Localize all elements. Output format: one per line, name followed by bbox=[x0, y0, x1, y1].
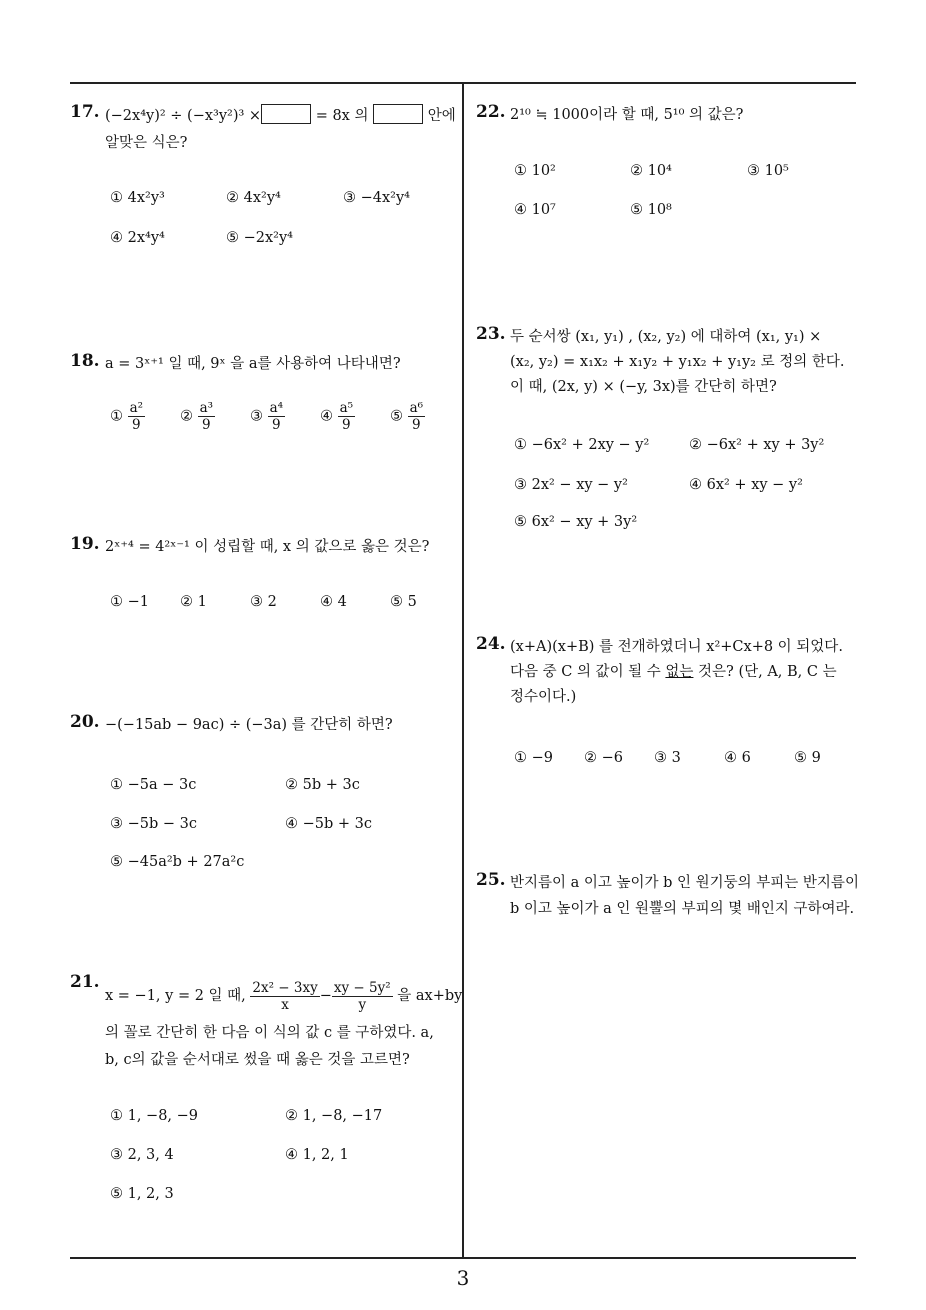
option-4[interactable]: ④ 6x² + xy − y² bbox=[689, 477, 803, 493]
option-4[interactable] bbox=[320, 400, 355, 433]
page-number: 3 bbox=[456, 1266, 470, 1290]
denominator: 9 bbox=[412, 417, 421, 433]
option-1[interactable]: ① −9 bbox=[514, 750, 553, 766]
option-3[interactable] bbox=[250, 400, 285, 433]
numerator: xy − 5y² bbox=[333, 979, 391, 996]
underlined-word: 없는 bbox=[665, 664, 694, 680]
fraction bbox=[198, 400, 215, 433]
option-3[interactable]: ③ −5b − 3c bbox=[110, 816, 197, 832]
question-number: 19. bbox=[70, 534, 100, 554]
question-text-line2: 알맞은 식은? bbox=[105, 135, 188, 151]
option-2[interactable]: ② 1 bbox=[180, 594, 207, 610]
question-number: 23. bbox=[476, 324, 506, 344]
option-5[interactable]: ⑤ 1, 2, 3 bbox=[110, 1186, 174, 1202]
option-4[interactable]: ④ 2x⁴y⁴ bbox=[110, 230, 165, 246]
denominator: x bbox=[281, 996, 289, 1013]
question-text-line2: 의 꼴로 간단히 한 다음 이 식의 값 c 를 구하였다. a, bbox=[105, 1025, 434, 1041]
question-number: 18. bbox=[70, 351, 100, 371]
option-1[interactable]: ① −1 bbox=[110, 594, 149, 610]
option-4[interactable]: ④ 6 bbox=[724, 750, 751, 766]
option-2[interactable]: ② 10⁴ bbox=[630, 163, 672, 179]
option-5[interactable]: ⑤ 10⁸ bbox=[630, 202, 672, 218]
denominator: y bbox=[358, 996, 367, 1013]
question-number: 17. bbox=[70, 102, 100, 122]
option-5[interactable]: ⑤ 6x² − xy + 3y² bbox=[514, 514, 638, 530]
column-divider bbox=[462, 83, 464, 1259]
option-2[interactable]: ② 5b + 3c bbox=[285, 777, 360, 793]
option-2[interactable]: ② −6x² + xy + 3y² bbox=[689, 437, 825, 453]
text: x = −1, y = 2 일 때, bbox=[105, 988, 246, 1004]
text: 을 ax+by bbox=[397, 988, 463, 1004]
option-2[interactable]: ② −6 bbox=[584, 750, 623, 766]
question-number: 21. bbox=[70, 972, 100, 992]
question-text-line3: 정수이다.) bbox=[510, 689, 577, 705]
numerator: a⁶ bbox=[409, 400, 424, 416]
option-mark: ④ bbox=[320, 408, 333, 425]
numerator: a⁴ bbox=[269, 400, 284, 416]
bottom-rule bbox=[70, 1257, 856, 1259]
option-1[interactable]: ① 4x²y³ bbox=[110, 190, 165, 206]
numerator: a⁵ bbox=[339, 400, 354, 416]
option-mark: ② bbox=[180, 408, 193, 425]
text: 안에 bbox=[427, 108, 456, 124]
option-1[interactable]: ① 1, −8, −9 bbox=[110, 1108, 199, 1124]
option-5[interactable]: ⑤ 9 bbox=[794, 750, 821, 766]
question-number: 20. bbox=[70, 712, 100, 732]
fraction-2 bbox=[332, 980, 393, 1013]
text: 다음 중 C 의 값이 될 수 bbox=[510, 664, 661, 680]
option-2[interactable]: ② 4x²y⁴ bbox=[226, 190, 281, 206]
option-3[interactable]: ③ 2x² − xy − y² bbox=[514, 477, 628, 493]
question-number: 25. bbox=[476, 870, 506, 890]
question-text-line1 bbox=[105, 976, 462, 1016]
option-4[interactable]: ④ 10⁷ bbox=[514, 202, 556, 218]
option-2[interactable]: ② 1, −8, −17 bbox=[285, 1108, 383, 1124]
fraction bbox=[338, 400, 355, 433]
option-1[interactable]: ① −5a − 3c bbox=[110, 777, 197, 793]
option-3[interactable]: ③ 2 bbox=[250, 594, 277, 610]
question-text: a = 3ˣ⁺¹ 일 때, 9ˣ 을 a를 사용하여 나타내면? bbox=[105, 356, 401, 372]
option-5[interactable]: ⑤ −45a²b + 27a²c bbox=[110, 854, 245, 870]
answer-blank bbox=[261, 104, 311, 124]
question-number: 24. bbox=[476, 634, 506, 654]
fraction bbox=[408, 400, 425, 433]
question-text-line2: (x₂, y₂) = x₁x₂ + x₁y₂ + y₁x₂ + y₁y₂ 로 정의 한다. bbox=[510, 354, 845, 370]
option-mark: ⑤ bbox=[390, 408, 403, 425]
question-text-line1: 반지름이 a 이고 높이가 b 인 원기둥의 부피는 반지름이 bbox=[510, 875, 859, 891]
option-3[interactable]: ③ −4x²y⁴ bbox=[343, 190, 410, 206]
denominator: 9 bbox=[342, 417, 351, 433]
question-text: −(−15ab − 9ac) ÷ (−3a) 를 간단히 하면? bbox=[105, 717, 393, 733]
option-5[interactable]: ⑤ −2x²y⁴ bbox=[226, 230, 293, 246]
option-1[interactable]: ① −6x² + 2xy − y² bbox=[514, 437, 650, 453]
option-3[interactable]: ③ 2, 3, 4 bbox=[110, 1147, 174, 1163]
option-4[interactable]: ④ 1, 2, 1 bbox=[285, 1147, 349, 1163]
denominator: 9 bbox=[202, 417, 211, 433]
denominator: 9 bbox=[272, 417, 281, 433]
text: 것은? (단, A, B, C 는 bbox=[698, 664, 837, 680]
option-3[interactable]: ③ 3 bbox=[654, 750, 681, 766]
denominator: 9 bbox=[132, 417, 141, 433]
minus-sign: − bbox=[319, 988, 332, 1004]
numerator: 2x² − 3xy bbox=[252, 979, 318, 996]
question-number: 22. bbox=[476, 102, 506, 122]
question-text-line2: b 이고 높이가 a 인 원뿔의 부피의 몇 배인지 구하여라. bbox=[510, 901, 855, 917]
answer-blank bbox=[373, 104, 423, 124]
question-text: 2ˣ⁺⁴ = 4²ˣ⁻¹ 이 성립할 때, x 의 값으로 옳은 것은? bbox=[105, 539, 430, 555]
fraction bbox=[268, 400, 285, 433]
fraction bbox=[128, 400, 145, 433]
option-1[interactable] bbox=[110, 400, 145, 433]
expression: = 8x 의 bbox=[315, 108, 369, 124]
option-4[interactable]: ④ 4 bbox=[320, 594, 347, 610]
question-text-line1: 두 순서쌍 (x₁, y₁) , (x₂, y₂) 에 대하여 (x₁, y₁) × bbox=[510, 329, 822, 345]
numerator: a² bbox=[129, 400, 144, 416]
question-text: 2¹⁰ ≒ 1000이라 할 때, 5¹⁰ 의 값은? bbox=[510, 107, 744, 123]
option-5[interactable]: ⑤ 5 bbox=[390, 594, 417, 610]
option-5[interactable] bbox=[390, 400, 425, 433]
option-3[interactable]: ③ 10⁵ bbox=[747, 163, 789, 179]
question-text-line3: b, c의 값을 순서대로 썼을 때 옳은 것을 고르면? bbox=[105, 1052, 410, 1068]
option-1[interactable]: ① 10² bbox=[514, 163, 556, 179]
option-4[interactable]: ④ −5b + 3c bbox=[285, 816, 372, 832]
question-text-line2 bbox=[510, 659, 837, 686]
numerator: a³ bbox=[199, 400, 214, 416]
option-2[interactable] bbox=[180, 400, 215, 433]
question-text-line1: (x+A)(x+B) 를 전개하였더니 x²+Cx+8 이 되었다. bbox=[510, 639, 843, 655]
fraction-1 bbox=[250, 980, 319, 1013]
expression: (−2x⁴y)² ÷ (−x³y²)³ × bbox=[105, 108, 262, 124]
question-text bbox=[105, 103, 456, 130]
option-mark: ③ bbox=[250, 408, 263, 425]
option-mark: ① bbox=[110, 408, 123, 425]
question-text-line3: 이 때, (2x, y) × (−y, 3x)를 간단히 하면? bbox=[510, 379, 777, 395]
